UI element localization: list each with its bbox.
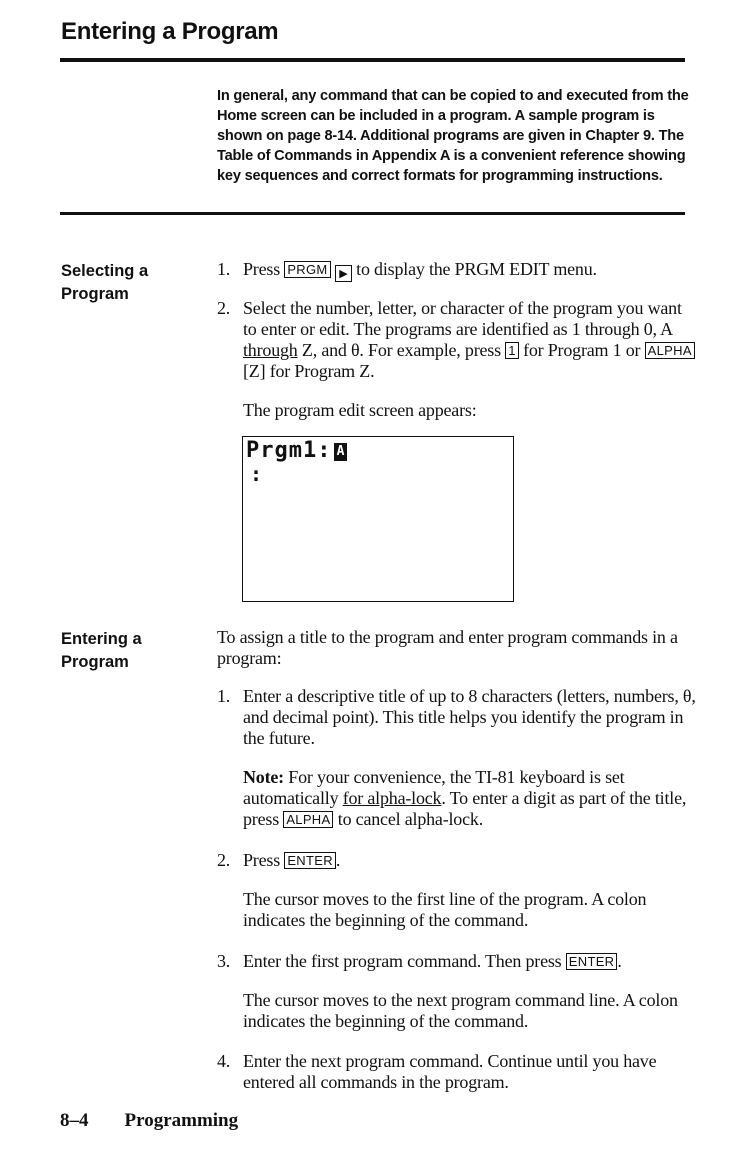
entering-intro: To assign a title to the program and enter program commands in a program: — [217, 627, 678, 668]
prgm-key: PRGM — [284, 261, 330, 278]
step-text: to display the PRGM EDIT menu. — [356, 259, 597, 279]
step-number: 2. — [217, 298, 231, 318]
enter-key: ENTER — [284, 852, 336, 869]
step-number: 3. — [217, 951, 231, 971]
step-text: for Program 1 or — [523, 340, 641, 360]
selecting-heading-line1: Selecting a — [61, 262, 149, 280]
step-text: . — [335, 850, 341, 870]
note-text-underlined: for alpha-lock — [342, 788, 442, 808]
step-2-followup: The cursor moves to the first line of the program. A colon indicates the beginning of the command. — [243, 889, 647, 930]
right-arrow-key-icon: ▶ — [335, 265, 352, 282]
alpha-key: ALPHA — [283, 811, 333, 828]
step-number: 2. — [217, 850, 231, 870]
section-rule — [60, 212, 685, 215]
entering-step-2 — [217, 850, 697, 871]
step-number: 4. — [217, 1051, 231, 1071]
entering-heading-line2: Program — [61, 653, 129, 671]
entering-heading-line1: Entering a — [61, 630, 142, 648]
note-text: For your convenience, the TI-81 keyboard is set automatically — [243, 767, 625, 808]
selecting-step-2 — [217, 298, 697, 382]
intro-paragraph: In general, any command that can be copied to and executed from the Home screen can be included in a program. A sample program is shown on page 8-14. Additional programs are given in Chapter 9. The Table of Commands in Appendix A is a convenient reference showing key sequences and correct formats for programming instructions. — [217, 88, 689, 184]
step-text: for Program Z. — [269, 361, 375, 381]
step-text-underlined: through — [243, 340, 298, 360]
page-number: 8–4 — [60, 1110, 89, 1131]
step-number: 1. — [217, 259, 231, 279]
note-text: . To enter a digit as part of the title, press — [243, 788, 687, 829]
selecting-program-heading — [61, 260, 201, 306]
step-text: Enter the first program command. Then press — [243, 951, 562, 971]
alpha-key: ALPHA — [645, 342, 695, 359]
note-text: to cancel alpha-lock. — [337, 809, 483, 829]
entering-program-heading — [61, 628, 201, 674]
step-3-followup: The cursor moves to the next program command line. A colon indicates the beginning of the command. — [243, 990, 678, 1031]
one-key: 1 — [505, 342, 519, 359]
note-label: Note: — [243, 767, 284, 787]
step-text: Select the number, letter, or character of the program you want to enter or edit. The programs are identified as 1 through 0, A — [243, 298, 682, 339]
step-text: Enter the next program command. Continue until you have entered all commands in the program. — [243, 1051, 657, 1092]
step-text: . — [617, 951, 622, 971]
step-text: Press — [243, 259, 281, 279]
entering-step-4 — [217, 1051, 697, 1093]
calculator-screen — [242, 436, 514, 602]
enter-key: ENTER — [566, 953, 618, 970]
top-rule — [60, 58, 685, 62]
step-text: Z, and θ. For example, press — [301, 340, 501, 360]
step-text: Press — [243, 850, 281, 870]
selecting-step-1 — [217, 259, 697, 282]
page-footer — [60, 1110, 238, 1132]
entering-step-3 — [217, 951, 697, 972]
selecting-heading-line2: Program — [61, 285, 129, 303]
program-title: Prgm1: — [246, 438, 332, 463]
screen-line-2: : — [250, 462, 263, 486]
alpha-cursor-icon: A — [334, 443, 347, 461]
entering-step-1 — [217, 686, 697, 749]
screen-line-1 — [246, 439, 347, 463]
note-paragraph — [243, 767, 693, 830]
step-number: 1. — [217, 686, 231, 706]
screen-intro: The program edit screen appears: — [243, 400, 477, 420]
z-key-label: [Z] — [243, 361, 266, 381]
step-text: Enter a descriptive title of up to 8 characters (letters, numbers, θ, and decimal point). This title helps you identify the program in the future. — [243, 686, 696, 748]
page-title: Entering a Program — [61, 18, 279, 45]
section-name: Programming — [124, 1110, 239, 1131]
